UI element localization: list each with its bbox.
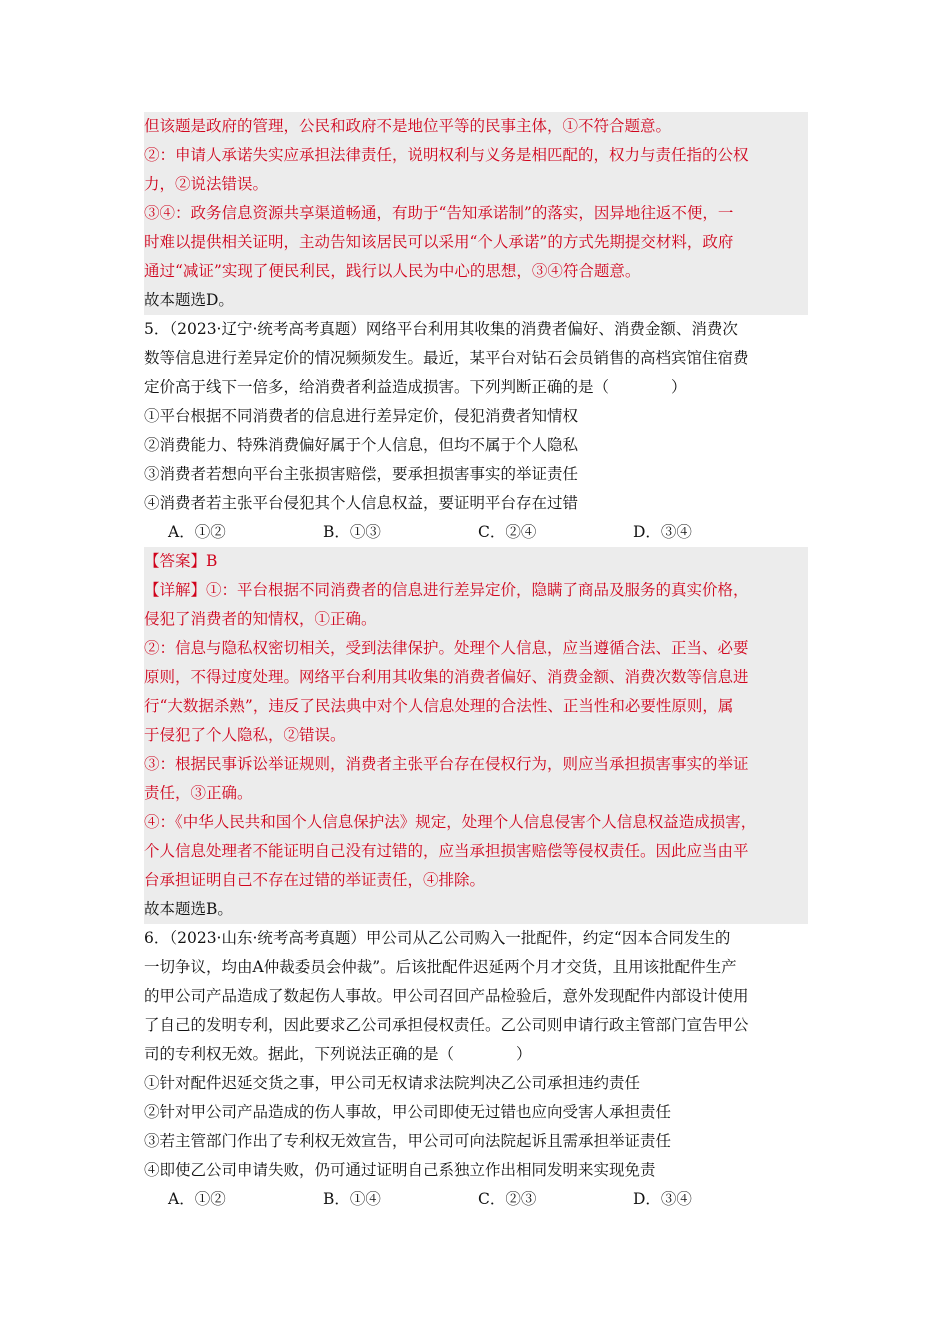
option-b: B．①④ — [323, 1190, 381, 1208]
detail-line: ④：《中华人民共和国个人信息保护法》规定，处理个人信息侵害个人信息权益造成损害， — [144, 813, 757, 831]
exam-page — [144, 112, 808, 1214]
answer-label: 【答案】B — [144, 552, 218, 570]
answer-line: 力，②说法错误。 — [144, 175, 269, 193]
detail-line: 于侵犯了个人隐私，②错误。 — [144, 726, 346, 744]
question-6 — [144, 924, 808, 1214]
detail-line: 台承担证明自己不存在过错的举证责任，④排除。 — [144, 871, 486, 889]
question-item: ④消费者若主张平台侵犯其个人信息权益，要证明平台存在过错 — [144, 494, 579, 512]
question-stem-line: 定价高于线下一倍多，给消费者利益造成损害。下列判断正确的是（ ） — [144, 378, 687, 396]
option-a: A．①② — [168, 1190, 226, 1208]
detail-line: 侵犯了消费者的知情权，①正确。 — [144, 610, 377, 628]
answer-line: 时难以提供相关证明，主动告知该居民可以采用“个人承诺”的方式先期提交材料，政府 — [144, 233, 734, 251]
question-item: ④即使乙公司申请失败，仍可通过证明自己系独立作出相同发明来实现免责 — [144, 1161, 656, 1179]
answer-line: 但该题是政府的管理，公民和政府不是地位平等的民事主体，①不符合题意。 — [144, 117, 672, 135]
question-5 — [144, 315, 808, 547]
detail-line: 【详解】①：平台根据不同消费者的信息进行差异定价，隐瞒了商品及服务的真实价格， — [144, 581, 749, 599]
answer-options — [144, 1185, 808, 1214]
question-stem-line: 了自己的发明专利，因此要求乙公司承担侵权责任。乙公司则申请行政主管部门宣告甲公 — [144, 1016, 749, 1034]
detail-line: ③：根据民事诉讼举证规则，消费者主张平台存在侵权行为，则应当承担损害事实的举证 — [144, 755, 749, 773]
option-a: A．①② — [168, 523, 226, 541]
answer-options — [144, 518, 808, 547]
option-d: D．③④ — [633, 523, 692, 541]
answer-line: ②：申请人承诺失实应承担法律责任，说明权利与义务是相匹配的，权力与责任指的公权 — [144, 146, 749, 164]
detail-line: 责任，③正确。 — [144, 784, 253, 802]
option-d: D．③④ — [633, 1190, 692, 1208]
question-item: ③消费者若想向平台主张损害赔偿，要承担损害事实的举证责任 — [144, 465, 579, 483]
detail-line: 行“大数据杀熟”，违反了民法典中对个人信息处理的合法性、正当性和必要性原则，属 — [144, 697, 734, 715]
question-stem-line: 5．（2023·辽宁·统考高考真题）网络平台利用其收集的消费者偏好、消费金额、消费次 — [144, 320, 738, 338]
detail-line: 个人信息处理者不能证明自己没有过错的，应当承担损害赔偿等侵权责任。因此应当由平 — [144, 842, 749, 860]
answer-conclusion: 故本题选D。 — [144, 291, 234, 309]
question-item: ①平台根据不同消费者的信息进行差异定价，侵犯消费者知情权 — [144, 407, 579, 425]
detail-line: 原则，不得过度处理。网络平台利用其收集的消费者偏好、消费金额、消费次数等信息进 — [144, 668, 749, 686]
question-item: ③若主管部门作出了专利权无效宣告，甲公司可向法院起诉且需承担举证责任 — [144, 1132, 672, 1150]
answer-line: 通过“减证”实现了便民利民，践行以人民为中心的思想，③④符合题意。 — [144, 262, 641, 280]
q5-answer-block — [144, 547, 808, 924]
answer-conclusion: 故本题选B。 — [144, 900, 233, 918]
question-item: ②消费能力、特殊消费偏好属于个人信息，但均不属于个人隐私 — [144, 436, 579, 454]
question-stem-line: 一切争议，均由A仲裁委员会仲裁”。后该批配件迟延两个月才交货，且用该批配件生产 — [144, 958, 737, 976]
detail-line: ②：信息与隐私权密切相关，受到法律保护。处理个人信息，应当遵循合法、正当、必要 — [144, 639, 749, 657]
question-stem-line: 6．（2023·山东·统考高考真题）甲公司从乙公司购入一批配件，约定“因本合同发生的 — [144, 929, 731, 947]
option-c: C．②③ — [478, 1190, 537, 1208]
question-stem-line: 司的专利权无效。据此，下列说法正确的是（ ） — [144, 1045, 532, 1063]
question-item: ②针对甲公司产品造成的伤人事故，甲公司即使无过错也应向受害人承担责任 — [144, 1103, 672, 1121]
question-item: ①针对配件迟延交货之事，甲公司无权请求法院判决乙公司承担违约责任 — [144, 1074, 641, 1092]
prev-answer-block — [144, 112, 808, 315]
answer-line: ③④：政务信息资源共享渠道畅通，有助于“告知承诺制”的落实，因异地往返不便，一 — [144, 204, 734, 222]
question-stem-line: 数等信息进行差异定价的情况频频发生。最近，某平台对钻石会员销售的高档宾馆住宿费 — [144, 349, 749, 367]
option-c: C．②④ — [478, 523, 537, 541]
question-stem-line: 的甲公司产品造成了数起伤人事故。甲公司召回产品检验后，意外发现配件内部设计使用 — [144, 987, 749, 1005]
option-b: B．①③ — [323, 523, 381, 541]
